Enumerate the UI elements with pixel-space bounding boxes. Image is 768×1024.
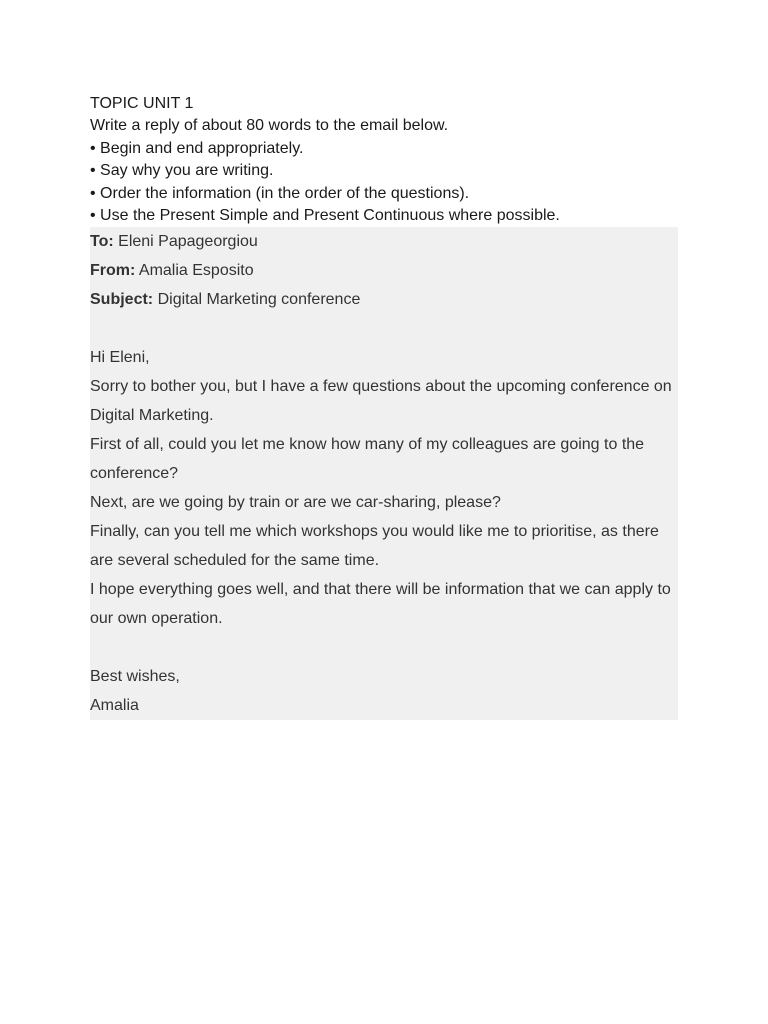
email-body-paragraph: I hope everything goes well, and that there will be information that we can apply to our own operation. xyxy=(90,581,671,628)
email-closing: Best wishes, xyxy=(90,668,180,686)
spacer xyxy=(90,633,678,662)
email-greeting: Hi Eleni, xyxy=(90,349,150,367)
email-body-paragraph: First of all, could you let me know how many of my colleagues are going to the conference? xyxy=(90,436,645,483)
spacer xyxy=(90,314,678,343)
email-box xyxy=(90,227,678,720)
email-signature: Amalia xyxy=(90,697,139,715)
email-body-paragraph: Next, are we going by train or are we car-sharing, please? xyxy=(90,494,501,512)
task-bullet: • Order the information (in the order of the questions). xyxy=(90,184,470,202)
email-body-paragraph: Finally, can you tell me which workshops you would like me to prioritise, as there are several scheduled for the same time. xyxy=(90,523,659,570)
email-from-line xyxy=(90,256,678,285)
email-body-paragraph: Sorry to bother you, but I have a few questions about the upcoming conference on Digital Marketing. xyxy=(90,378,672,425)
email-from-value: Amalia Esposito xyxy=(138,262,254,280)
email-to-value: Eleni Papageorgiou xyxy=(118,233,258,251)
task-heading: TOPIC UNIT 1 xyxy=(90,95,194,112)
task-bullet: • Use the Present Simple and Present Continuous where possible. xyxy=(90,207,560,225)
email-subject-value: Digital Marketing conference xyxy=(157,291,361,309)
email-to-line xyxy=(90,227,678,256)
task-bullet: • Begin and end appropriately. xyxy=(90,139,304,157)
task-instructions xyxy=(90,93,678,227)
email-subject-label: Subject: xyxy=(90,291,154,309)
task-bullet: • Say why you are writing. xyxy=(90,162,274,180)
task-instruction: Write a reply of about 80 words to the email below. xyxy=(90,117,449,135)
email-subject-line xyxy=(90,285,678,314)
document-page xyxy=(90,93,678,720)
email-to-label: To: xyxy=(90,233,114,251)
email-from-label: From: xyxy=(90,262,136,280)
